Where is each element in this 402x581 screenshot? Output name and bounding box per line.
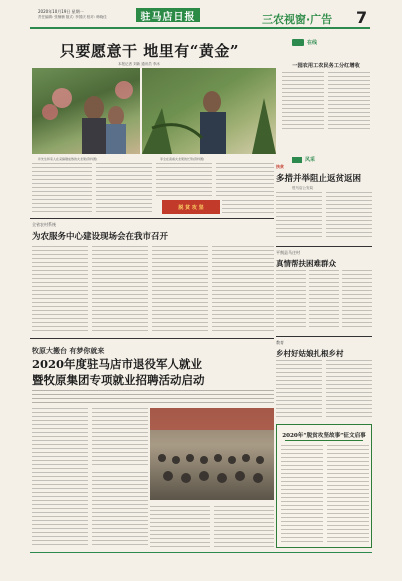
right-story-1-body-2 — [326, 192, 372, 238]
emblem-text: 脱 贫 攻 坚 — [178, 204, 204, 211]
lead-photo-left-caption: 许先生和家人在采摘刚成熟的火龙果(资料图) — [38, 157, 98, 161]
right-story-3-body-2 — [326, 360, 372, 420]
masthead — [0, 0, 402, 36]
lead-body-col-5 — [222, 200, 274, 215]
bottom-body-col-4 — [214, 506, 274, 548]
lead-photo-right — [142, 68, 276, 154]
right-story-1-body-1 — [276, 192, 322, 238]
right-story-2-body-3 — [342, 270, 372, 330]
section-title: 三农视窗·广告 — [262, 13, 333, 26]
right-story-2-body-2 — [309, 270, 339, 330]
right-story-2-body-1 — [276, 270, 306, 330]
ad-title: 2020年“脱贫攻坚故事”征文启事 — [282, 433, 366, 439]
mid-story-rule — [30, 218, 274, 219]
masthead-rule — [30, 27, 370, 29]
sublabel-badge — [292, 157, 302, 163]
online-label: 在线 — [307, 39, 318, 46]
ad-title-rule — [285, 440, 363, 441]
online-headline: 一园农用工农民务工分红增收 — [292, 63, 360, 69]
right-story-2-headline: 真情帮扶困难群众 — [276, 259, 336, 268]
bottom-body-col-3 — [150, 506, 210, 548]
online-label-bar — [292, 38, 362, 46]
right-story-2-kicker: 平舆县马庄村 — [276, 250, 300, 255]
lead-photo-left — [32, 68, 140, 154]
bottom-story-headline-2: 暨牧原集团专项就业招聘活动启动 — [32, 373, 205, 387]
mid-body-col-1 — [32, 246, 88, 332]
bottom-story-kicker: 牧原大搬台 有梦你就来 — [32, 346, 105, 355]
mid-body-col-4 — [212, 246, 274, 332]
online-column — [282, 36, 370, 152]
right-story-1-headline: 多措并举阻止返贫返困 — [276, 174, 362, 184]
bottom-body-col-2b — [92, 472, 148, 548]
ad-body-2 — [327, 445, 369, 543]
right-story-3-body-1 — [276, 360, 322, 420]
bottom-story-rule — [30, 338, 274, 339]
online-sublabel-bar — [292, 156, 315, 163]
bottom-lead-text — [32, 390, 274, 404]
online-badge — [292, 39, 304, 46]
page-number: 7 — [356, 8, 368, 27]
mid-story-headline: 为农服务中心建设现场会在我市召开 — [32, 232, 169, 242]
lead-headline: 只要愿意干 地里有“黄金” — [60, 42, 239, 60]
recruitment-event-image — [150, 408, 274, 500]
right-story-2-rule — [276, 246, 372, 247]
farmer-field-image — [142, 68, 276, 154]
online-body-2 — [328, 72, 370, 132]
bottom-body-col-2 — [92, 408, 148, 468]
poverty-emblem — [162, 200, 220, 214]
right-story-1-sublabel: 驻马店公安局 — [292, 186, 313, 190]
mid-body-col-2 — [92, 246, 148, 332]
right-story-3-headline: 乡村好姑娘扎根乡村 — [276, 349, 344, 358]
paper-name: 驻马店日报 — [140, 11, 196, 23]
bottom-story-headline-1: 2020年度驻马店市退役军人就业 — [32, 357, 203, 371]
paper-logo — [136, 8, 200, 22]
bottom-photo — [150, 408, 274, 500]
lead-body-col-3 — [156, 163, 212, 197]
mid-body-col-3 — [152, 246, 208, 332]
lead-body-col-1 — [32, 163, 92, 215]
ad-box — [276, 424, 372, 548]
online-body-1 — [282, 72, 324, 132]
editor-line: 责任编辑: 张楠楠 版式: 李国庆 校对: 韩晓佳 — [38, 15, 107, 19]
mid-story-kicker: 全省农村系统 — [32, 222, 56, 227]
lead-body-col-4 — [216, 163, 274, 197]
orchard-scene-image — [32, 68, 140, 154]
online-sublabel: 风采 — [305, 157, 316, 163]
lead-body-col-2 — [96, 163, 152, 215]
right-story-1-kicker: 扶贫 — [276, 164, 284, 169]
lead-photo-right-caption: 李全在查看火龙果的长势(资料图) — [160, 157, 205, 161]
right-story-3-kicker: 教育 — [276, 340, 284, 345]
footer-rule — [30, 552, 372, 553]
ad-body-1 — [281, 445, 323, 543]
date-line: 2020年10月19日 星期一 — [38, 9, 84, 14]
bottom-body-col-1 — [32, 408, 88, 548]
right-story-3-rule — [276, 336, 372, 337]
lead-byline: 本报记者 刘新 通讯员 李冰 — [118, 62, 160, 66]
